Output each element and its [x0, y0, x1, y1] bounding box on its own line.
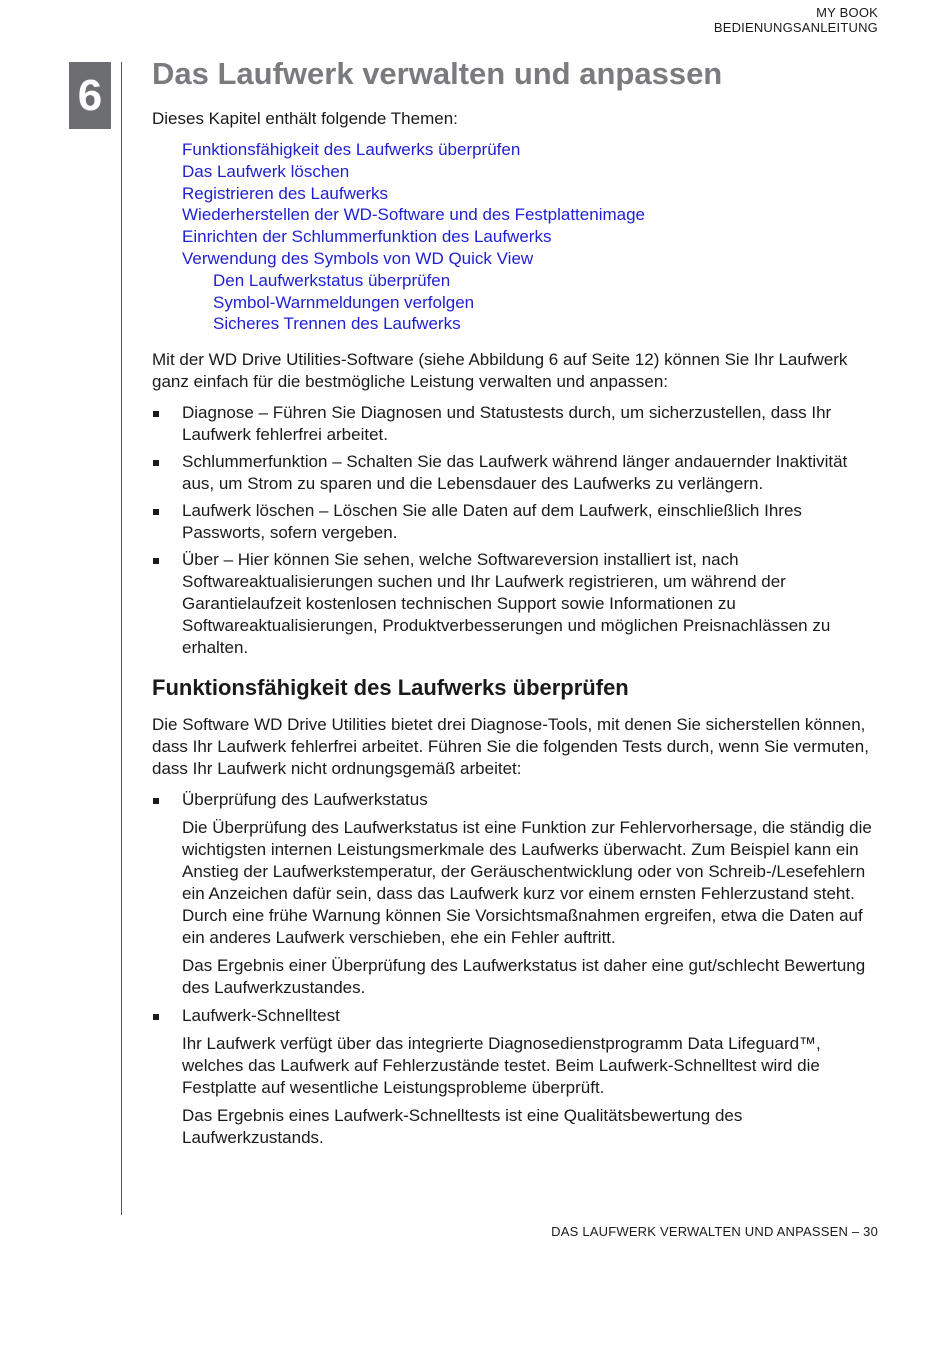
bullet-text: Laufwerk löschen – Löschen Sie alle Daten auf dem Laufwerk, einschließlich Ihres Passworts, sofern vergeben. — [182, 501, 802, 543]
running-header — [714, 5, 878, 35]
subtopic-link[interactable]: Sicheres Trennen des Laufwerks — [213, 314, 461, 334]
diagnostic-item-result: Das Ergebnis eines Laufwerk-Schnelltests ist eine Qualitätsbewertung des Laufwerkzustands. — [182, 1106, 743, 1148]
section-heading: Funktionsfähigkeit des Laufwerks überprüfen — [152, 675, 629, 701]
bullet-square-icon — [153, 509, 159, 515]
header-product: MY BOOK — [816, 5, 878, 20]
bullet-item — [152, 549, 882, 659]
bullet-text: Schlummerfunktion – Schalten Sie das Laufwerk während länger andauernder Inaktivität aus, um Strom zu sparen und die Lebensdauer des Laufwerks zu verlängern. — [182, 452, 848, 494]
bullet-square-icon — [153, 1014, 159, 1020]
feature-bullet-list — [152, 402, 882, 659]
topic-link[interactable]: Verwendung des Symbols von WD Quick View — [182, 248, 534, 268]
topic-link[interactable]: Registrieren des Laufwerks — [182, 183, 388, 203]
diagnostic-item-title: Überprüfung des Laufwerkstatus — [182, 790, 428, 810]
subtopic-link[interactable]: Den Laufwerkstatus überprüfen — [213, 270, 451, 290]
diagnostic-tool-list — [152, 789, 882, 1149]
topic-link[interactable]: Einrichten der Schlummerfunktion des Laufwerks — [182, 227, 552, 247]
diagnostic-item-title: Laufwerk-Schnelltest — [182, 1006, 340, 1026]
section-paragraph: Die Software WD Drive Utilities bietet drei Diagnose-Tools, mit denen Sie sicherstellen können, dass Ihr Laufwerk fehlerfrei arbeitet. Führen Sie die folgenden Tests durch, wenn Sie vermuten, dass Ihr Laufwerk nicht ordnungsgemäß arbeitet: — [152, 715, 869, 779]
running-footer: DAS LAUFWERK VERWALTEN UND ANPASSEN – 30 — [551, 1224, 878, 1239]
chapter-intro: Dieses Kapitel enthält folgende Themen: — [152, 109, 458, 128]
bullet-square-icon — [153, 460, 159, 466]
topic-link[interactable]: Das Laufwerk löschen — [182, 161, 350, 181]
diagnostic-item — [152, 789, 882, 999]
diagnostic-item — [152, 1005, 882, 1149]
diagnostic-item-description: Ihr Laufwerk verfügt über das integrierte Diagnosedienstprogramm Data Lifeguard™, welches das Laufwerk auf Fehlerzustände testet. Beim Laufwerk-Schnelltest wird die Festplatte auf wesentliche Leistungsprobleme überprüft. — [182, 1034, 821, 1098]
bullet-text: Diagnose – Führen Sie Diagnosen und Statustests durch, um sicherzustellen, dass Ihr Laufwerk fehlerfrei arbeitet. — [182, 403, 832, 445]
bullet-item — [152, 402, 882, 446]
bullet-square-icon — [153, 798, 159, 804]
bullet-item — [152, 451, 882, 495]
bullet-square-icon — [153, 411, 159, 417]
topic-link[interactable]: Wiederherstellen der WD-Software und des Festplattenimage — [182, 205, 645, 225]
page-content — [152, 55, 882, 1155]
chapter-divider-line — [121, 62, 122, 1215]
subtopic-link[interactable]: Symbol-Warnmeldungen verfolgen — [213, 292, 475, 312]
bullet-square-icon — [153, 558, 159, 564]
chapter-number-badge: 6 — [69, 62, 111, 129]
bullet-item — [152, 500, 882, 544]
overview-paragraph: Mit der WD Drive Utilities-Software (siehe Abbildung 6 auf Seite 12) können Sie Ihr Laufwerk ganz einfach für die bestmögliche Leistung verwalten und anpassen: — [152, 350, 848, 392]
header-doc-type: BEDIENUNGSANLEITUNG — [713, 20, 878, 35]
topic-link-list — [182, 139, 882, 335]
chapter-title: Das Laufwerk verwalten und anpassen — [152, 56, 723, 91]
topic-link[interactable]: Funktionsfähigkeit des Laufwerks überprüfen — [182, 140, 521, 159]
diagnostic-item-description: Die Überprüfung des Laufwerkstatus ist eine Funktion zur Fehlervorhersage, die ständig die wichtigsten internen Leistungsmerkmale des Laufwerks überwacht. Zum Beispiel kann ein Anstieg der Laufwerkstemperatur, der Geräuschentwicklung oder von Schreib-/Lesefehlern ein Anzeichen dafür sein, dass das Laufwerk kurz vor einem ernsten Fehlerzustand steht. Durch eine frühe Warnung können Sie Vorsichtsmaßnahmen ergreifen, etwa die Daten auf ein anderes Laufwerk verschieben, ehe ein Fehler auftritt. — [182, 818, 872, 948]
bullet-text: Über – Hier können Sie sehen, welche Softwareversion installiert ist, nach Softwareaktualisierungen suchen und Ihr Laufwerk registrieren, um während der Garantielaufzeit kostenlosen technischen Support sowie Informationen zu Softwareaktualisierungen, Produktverbesserungen und möglichen Preisnachlässen zu erhalten. — [182, 550, 831, 658]
diagnostic-item-result: Das Ergebnis einer Überprüfung des Laufwerkstatus ist daher eine gut/schlecht Bewertung des Laufwerkzustandes. — [182, 956, 866, 998]
